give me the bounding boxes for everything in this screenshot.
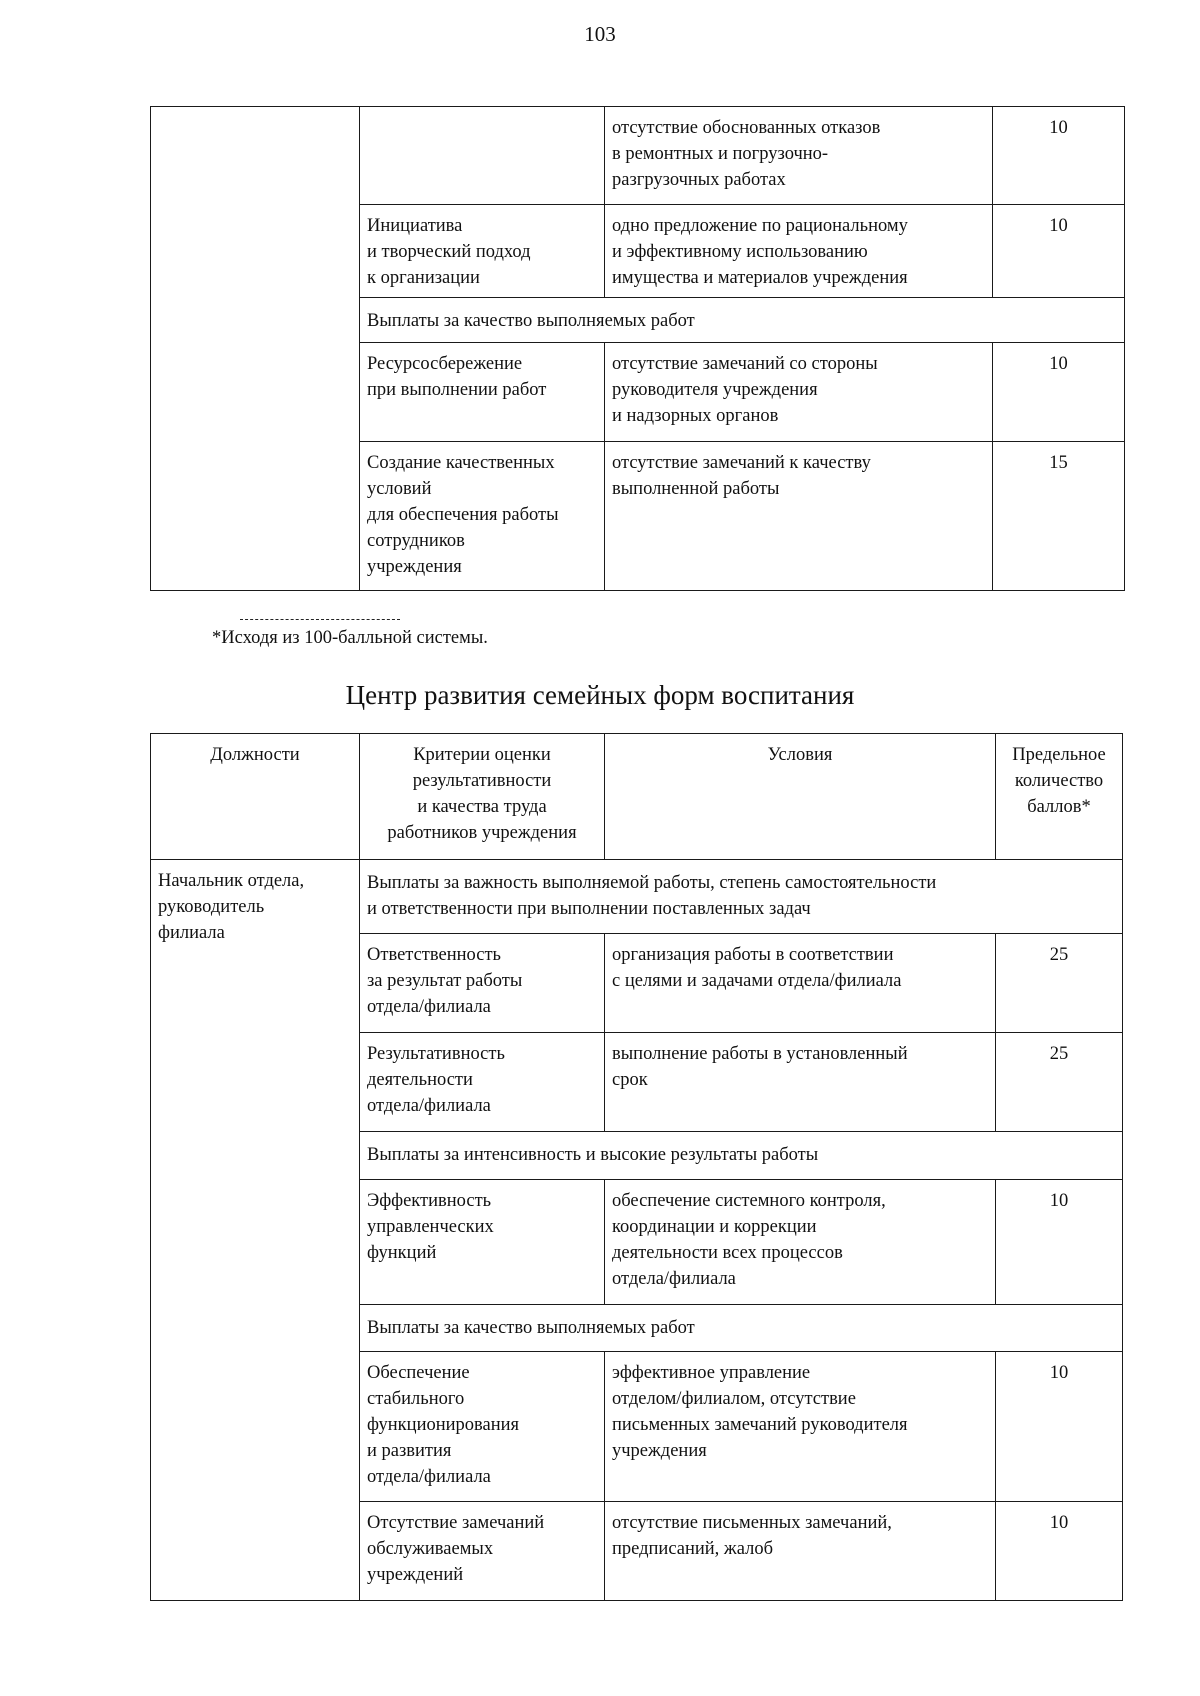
condition-cell: выполнение работы в установленный срок	[605, 1033, 996, 1132]
page-number: 103	[584, 22, 616, 46]
condition-cell: одно предложение по рациональному и эффективному использованию имущества и материалов учреждения	[605, 205, 993, 298]
points-cell: 15	[993, 442, 1125, 591]
section-heading: Выплаты за качество выполняемых работ	[360, 298, 1125, 343]
criteria-table	[150, 733, 1123, 1601]
position-cell: Начальник отдела, руководитель филиала	[151, 860, 360, 1601]
condition-cell: отсутствие замечаний к качеству выполненной работы	[605, 442, 993, 591]
points-cell: 10	[993, 343, 1125, 442]
points-cell: 10	[996, 1180, 1123, 1305]
criterion-cell: Обеспечение стабильного функционирования и развития отдела/филиала	[360, 1352, 605, 1502]
section-row	[151, 860, 1123, 934]
points-cell: 10	[993, 205, 1125, 298]
criteria-table-continued	[150, 106, 1125, 591]
criterion-cell: Создание качественных условий для обеспечения работы сотрудников учреждения	[360, 442, 605, 591]
criterion-cell: Ответственность за результат работы отдела/филиала	[360, 934, 605, 1033]
section-heading: Выплаты за интенсивность и высокие результаты работы	[360, 1132, 1123, 1180]
criterion-cell: Эффективность управленческих функций	[360, 1180, 605, 1305]
condition-cell: отсутствие письменных замечаний, предписаний, жалоб	[605, 1502, 996, 1601]
header-max-points: Предельное количество баллов*	[996, 734, 1123, 860]
condition-cell: обеспечение системного контроля, координации и коррекции деятельности всех процессов отдела/филиала	[605, 1180, 996, 1305]
section-heading: Выплаты за качество выполняемых работ	[360, 1305, 1123, 1352]
condition-cell: отсутствие замечаний со стороны руководителя учреждения и надзорных органов	[605, 343, 993, 442]
condition-cell: отсутствие обоснованных отказов в ремонтных и погрузочно- разгрузочных работах	[605, 107, 993, 205]
points-cell: 10	[993, 107, 1125, 205]
points-cell: 25	[996, 934, 1123, 1033]
criterion-cell: Результативность деятельности отдела/филиала	[360, 1033, 605, 1132]
criterion-cell: Инициатива и творческий подход к организации	[360, 205, 605, 298]
header-conditions: Условия	[605, 734, 996, 860]
table-header-row	[151, 734, 1123, 860]
footnote: *Исходя из 100-балльной системы.	[212, 628, 488, 648]
points-cell: 10	[996, 1502, 1123, 1601]
points-cell: 25	[996, 1033, 1123, 1132]
criterion-cell: Отсутствие замечаний обслуживаемых учреждений	[360, 1502, 605, 1601]
header-positions: Должности	[151, 734, 360, 860]
criterion-cell	[360, 107, 605, 205]
section-title: Центр развития семейных форм воспитания	[345, 680, 855, 710]
footnote-divider	[240, 619, 400, 620]
criterion-cell: Ресурсосбережение при выполнении работ	[360, 343, 605, 442]
section-heading: Выплаты за важность выполняемой работы, степень самостоятельности и ответственности при выполнении поставленных задач	[360, 860, 1123, 934]
header-criteria: Критерии оценки результативности и качества труда работников учреждения	[360, 734, 605, 860]
points-cell: 10	[996, 1352, 1123, 1502]
position-cell-empty	[151, 107, 360, 591]
condition-cell: эффективное управление отделом/филиалом, отсутствие письменных замечаний руководителя учреждения	[605, 1352, 996, 1502]
table-row	[151, 107, 1125, 205]
condition-cell: организация работы в соответствии с целями и задачами отдела/филиала	[605, 934, 996, 1033]
